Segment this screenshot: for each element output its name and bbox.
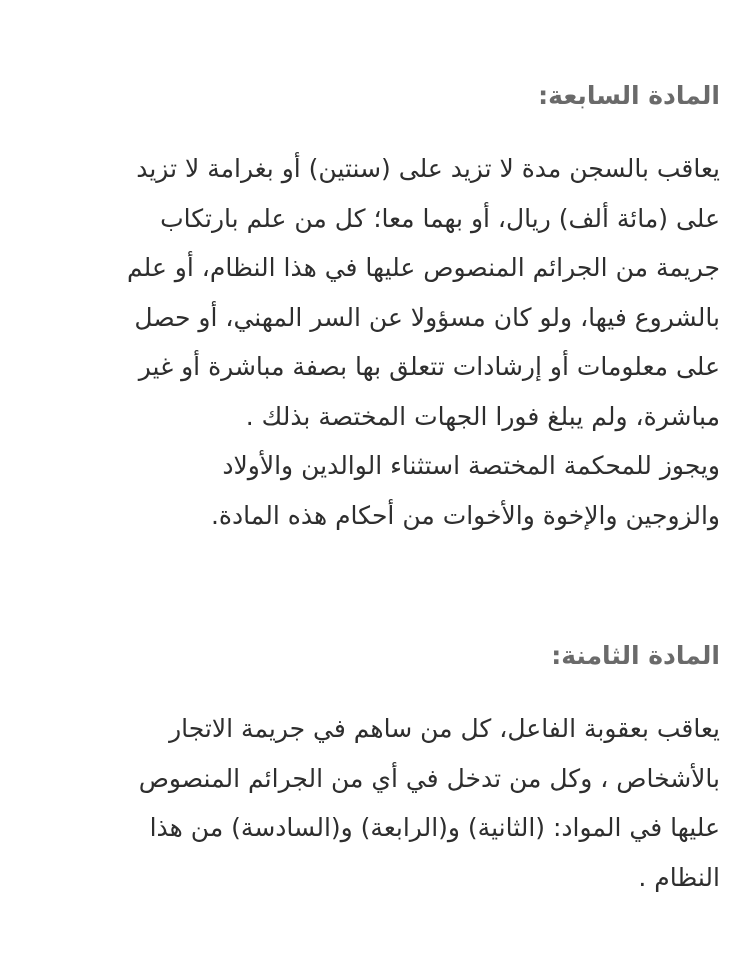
article-7-line: ويجوز للمحكمة المختصة استثناء الوالدين والأولاد [222,451,720,480]
article-7-section [30,78,720,540]
article-7-line: والزوجين والإخوة والأخوات من أحكام هذه المادة. [210,500,720,530]
article-8-body [30,704,720,902]
article-7-heading: المادة السابعة: [538,81,720,110]
article-7-line: بالشروع فيها، ولو كان مسؤولا عن السر المهني، أو حصل [134,302,720,332]
article-8-line: النظام . [638,862,720,892]
article-8-line: بالأشخاص ، وكل من تدخل في أي من الجرائم المنصوص [138,763,720,793]
article-7-line: يعاقب بالسجن مدة لا تزيد على (سنتين) أو بغرامة لا تزيد [136,154,720,183]
article-7-line: مباشرة، ولم يبلغ فورا الجهات المختصة بذلك . [245,401,720,431]
article-8-section [30,638,720,902]
article-7-line: على (مائة ألف) ريال، أو بهما معا؛ كل من علم بارتكاب [160,203,720,233]
article-7-line: جريمة من الجرائم المنصوص عليها في هذا النظام، أو علم [127,253,720,282]
article-8-line: يعاقب بعقوبة الفاعل، كل من ساهم في جريمة الاتجار [169,714,720,743]
article-8-line: عليها في المواد: (الثانية) و(الرابعة) و(السادسة) من هذا [149,813,720,842]
article-7-line: على معلومات أو إرشادات تتعلق بها بصفة مباشرة أو غير [138,352,720,381]
article-8-heading: المادة الثامنة: [551,641,720,670]
article-7-body [30,144,720,540]
